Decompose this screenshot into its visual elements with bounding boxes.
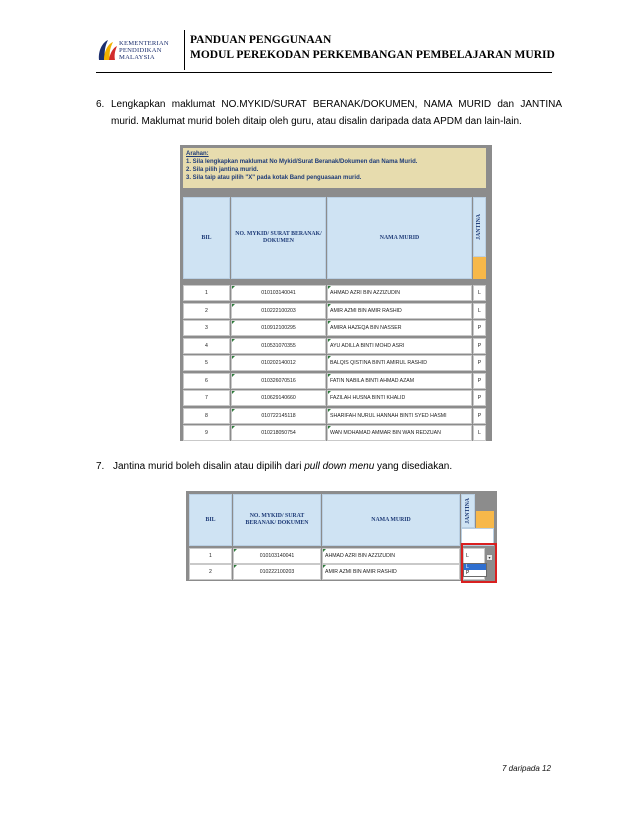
header-divider	[184, 30, 185, 70]
cell-mykid[interactable]: 010222100203	[231, 303, 326, 319]
comment-marker-icon	[232, 374, 235, 377]
comment-marker-icon	[323, 549, 326, 552]
cell-mykid[interactable]: 010912100295	[231, 320, 326, 336]
column-header-jantina: JANTINA	[473, 197, 486, 257]
comment-marker-icon	[328, 409, 331, 412]
table-row	[186, 564, 497, 581]
cell-nama[interactable]: BALQIS QISTINA BINTI AMIRUL RASHID	[327, 355, 472, 371]
cell-bil[interactable]: 2	[183, 303, 230, 319]
cell-bil[interactable]: 7	[183, 390, 230, 406]
highlight-cell	[473, 257, 486, 279]
table-row	[180, 390, 492, 407]
cell-jantina[interactable]: P	[473, 320, 486, 336]
kpm-emblem-icon	[96, 38, 118, 62]
comment-marker-icon	[328, 426, 331, 429]
cell-mykid[interactable]: 010202140012	[231, 355, 326, 371]
instructions-title: Arahan:	[186, 151, 209, 157]
comment-marker-icon	[232, 339, 235, 342]
comment-marker-icon	[328, 321, 331, 324]
comment-marker-icon	[232, 321, 235, 324]
column-header-nama: NAMA MURID	[322, 494, 460, 546]
cell-bil[interactable]: 4	[183, 338, 230, 354]
comment-marker-icon	[232, 391, 235, 394]
comment-marker-icon	[232, 304, 235, 307]
table-row	[180, 338, 492, 355]
cell-bil[interactable]: 6	[183, 373, 230, 389]
comment-marker-icon	[232, 409, 235, 412]
cell-bil[interactable]: 9	[183, 425, 230, 441]
cell-jantina[interactable]: P	[473, 355, 486, 371]
header-rule	[96, 72, 552, 73]
cell-mykid[interactable]: 010218050754	[231, 425, 326, 441]
cell-jantina[interactable]: P	[473, 408, 486, 424]
table-row	[180, 373, 492, 390]
cell-bil[interactable]: 5	[183, 355, 230, 371]
instruction-line: 2. Sila pilih jantina murid.	[186, 167, 259, 173]
table-row	[186, 548, 497, 565]
cell-nama[interactable]: AYU ADILLA BINTI MOHD ASRI	[327, 338, 472, 354]
table-row	[180, 320, 492, 337]
cell-mykid[interactable]: 010722145118	[231, 408, 326, 424]
cell-nama[interactable]: AMIR AZMI BIN AMIR RASHID	[327, 303, 472, 319]
table-row	[180, 408, 492, 425]
cell-nama[interactable]: AHMAD AZRI BIN AZZIZUDIN	[322, 548, 460, 564]
callout-highlight-box	[461, 543, 497, 583]
column-header-nama: NAMA MURID	[327, 197, 472, 279]
title-line-1: PANDUAN PENGGUNAAN	[190, 34, 332, 46]
cell-nama[interactable]: SHARIFAH NURUL HANNAH BINTI SYED HASMI	[327, 408, 472, 424]
cell-mykid[interactable]: 010222100203	[233, 564, 321, 580]
comment-marker-icon	[232, 426, 235, 429]
step-number: 6.	[96, 99, 105, 110]
cell-jantina[interactable]: P	[473, 390, 486, 406]
logo-wordmark: KEMENTERIAN PENDIDIKAN MALAYSIA	[119, 40, 169, 61]
column-header-bil: BIL	[183, 197, 230, 279]
dropdown-option[interactable]: L	[464, 564, 486, 570]
spreadsheet-screenshot-1	[180, 145, 492, 441]
comment-marker-icon	[328, 374, 331, 377]
comment-marker-icon	[232, 356, 235, 359]
page-title	[190, 33, 555, 63]
instructions-box	[183, 148, 486, 188]
cell-nama[interactable]: AMIRA HAZEQA BIN NASSER	[327, 320, 472, 336]
instruction-line: 3. Sila taip atau pilih "X" pada kotak Band penguasaan murid.	[186, 175, 362, 181]
step-text: Lengkapkan maklumat NO.MYKID/SURAT BERANAK/DOKUMEN, NAMA MURID dan JANTINA murid. Maklumat murid boleh ditaip oleh guru, atau disalin daripada data APDM dan lain-lain.	[111, 99, 562, 127]
column-header-mykid: NO. MYKID/ SURAT BERANAK/ DOKUMEN	[233, 494, 321, 546]
column-header-mykid: NO. MYKID/ SURAT BERANAK/ DOKUMEN	[231, 197, 326, 279]
cell-nama[interactable]: AHMAD AZRI BIN AZZIZUDIN	[327, 285, 472, 301]
cell-mykid[interactable]: 010103140041	[233, 548, 321, 564]
column-header-jantina: JANTINA	[461, 494, 475, 528]
comment-marker-icon	[323, 565, 326, 568]
table-row	[180, 355, 492, 372]
comment-marker-icon	[328, 356, 331, 359]
kpm-logo	[96, 38, 176, 68]
comment-marker-icon	[328, 304, 331, 307]
cell-bil[interactable]: 3	[183, 320, 230, 336]
instruction-line: 1. Sila lengkapkan maklumat No Mykid/Surat Beranak/Dokumen dan Nama Murid.	[186, 159, 418, 165]
cell-bil[interactable]: 2	[189, 564, 232, 580]
step-number: 7.	[96, 461, 105, 472]
table-row	[180, 303, 492, 320]
cell-mykid[interactable]: 010629140660	[231, 390, 326, 406]
comment-marker-icon	[232, 286, 235, 289]
cell-jantina[interactable]: L	[463, 548, 485, 564]
cell-bil[interactable]: 1	[183, 285, 230, 301]
comment-marker-icon	[328, 391, 331, 394]
cell-nama[interactable]: AMIR AZMI BIN AMIR RASHID	[322, 564, 460, 580]
highlight-cell	[476, 511, 494, 528]
step-text: Jantina murid boleh disalin atau dipilih dari pull down menu yang disediakan.	[113, 461, 453, 472]
cell-mykid[interactable]: 010531070355	[231, 338, 326, 354]
cell-jantina[interactable]: L	[473, 425, 486, 441]
comment-marker-icon	[234, 565, 237, 568]
pull-down-menu-term: pull down menu	[304, 461, 375, 472]
dropdown-option[interactable]: P	[466, 570, 470, 576]
comment-marker-icon	[234, 549, 237, 552]
cell-bil[interactable]: 8	[183, 408, 230, 424]
cell-mykid[interactable]: 010326070516	[231, 373, 326, 389]
column-header-bil: BIL	[189, 494, 232, 546]
cell-jantina[interactable]: L	[473, 285, 486, 301]
comment-marker-icon	[328, 339, 331, 342]
spreadsheet-screenshot-2	[186, 491, 497, 581]
title-line-2: MODUL PEREKODAN PERKEMBANGAN PEMBELAJARAN MURID	[190, 49, 555, 61]
cell-nama[interactable]: FATIN NABILA BINTI AHMAD AZAM	[327, 373, 472, 389]
page-number: 7 daripada 12	[502, 764, 551, 773]
comment-marker-icon	[328, 286, 331, 289]
cell-bil[interactable]: 1	[189, 548, 232, 564]
cell-nama[interactable]: WAN MOHAMAD AMMAR BIN WAN REDZUAN	[327, 425, 472, 441]
cell-nama[interactable]: FAZILAH HUSNA BINTI KHALID	[327, 390, 472, 406]
table-row	[180, 285, 492, 302]
cell-jantina[interactable]: L	[473, 303, 486, 319]
cell-mykid[interactable]: 010103140041	[231, 285, 326, 301]
cell-jantina[interactable]: P	[473, 373, 486, 389]
cell-jantina[interactable]: P	[473, 338, 486, 354]
table-row	[180, 425, 492, 442]
chevron-down-icon[interactable]: ▾	[486, 554, 493, 561]
